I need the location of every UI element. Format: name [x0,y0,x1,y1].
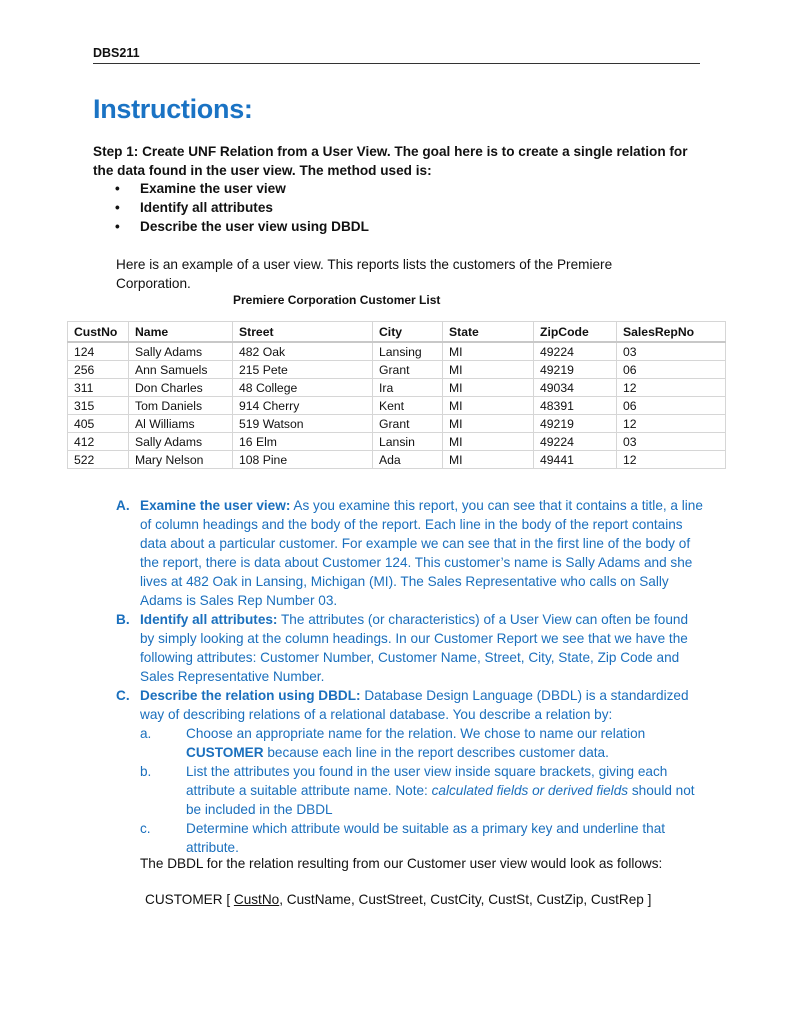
table-cell: 03 [617,433,726,451]
sub-marker: a. [140,726,152,741]
table-cell: 49034 [534,379,617,397]
table-row [68,361,726,379]
table-header-row [68,322,726,343]
sub-marker: c. [140,821,151,836]
table-cell: 412 [68,433,129,451]
table-cell: 124 [68,342,129,361]
table-cell: 482 Oak [233,342,373,361]
column-header: SalesRepNo [617,322,726,343]
table-cell: 12 [617,415,726,433]
sub-text: Determine which attribute would be suitable as a primary key and underline that attribute. [186,821,666,855]
sub-item-b [116,762,706,819]
section-body: The attributes (or characteristics) of a User View can often be found by simply looking at the column headings. In our Customer Report we see that we have the following attributes: Customer Number, Customer Name, Street, City, State, Zip Code and Sales Representative Number. [140,612,689,684]
sub-marker: b. [140,764,152,779]
table-cell: 49219 [534,361,617,379]
dbdl-statement [145,892,651,907]
table-cell: 49224 [534,342,617,361]
table-row [68,451,726,469]
section-heading: Identify all attributes: [140,612,278,627]
column-header: Street [233,322,373,343]
table-cell: 311 [68,379,129,397]
table-cell: 48391 [534,397,617,415]
table-cell: MI [443,397,534,415]
table-cell: 215 Pete [233,361,373,379]
table-row [68,433,726,451]
table-body [68,342,726,469]
emphasis-text: calculated fields or derived fields [431,783,629,798]
sub-text: should not be included in the DBDL [186,783,695,817]
table-caption: Premiere Corporation Customer List [233,293,441,307]
table-cell: Tom Daniels [129,397,233,415]
table-row [68,415,726,433]
section-body: As you examine this report, you can see that it contains a title, a line of column headings and the body of the report. Each line in the body of the report contains data about a particular customer. For example we can see that in the first line of the body of the report, there is data about Customer 124. This customer’s name is Sally Adams and she lives at 482 Oak in Lansing, Michigan (MI). The Sales Representative who calls on Sally Adams is Sales Rep Number 03. [140,498,703,608]
table-cell: 914 Cherry [233,397,373,415]
section-a [116,496,706,610]
section-heading: Examine the user view: [140,498,291,513]
bullet-item: • Identify all attributes [93,198,369,217]
table-cell: Don Charles [129,379,233,397]
table-cell: Ann Samuels [129,361,233,379]
table-cell: 522 [68,451,129,469]
table-cell: Kent [373,397,443,415]
dbdl-prefix: CUSTOMER [ [145,892,234,907]
table-cell: 256 [68,361,129,379]
table-cell: MI [443,415,534,433]
course-code: DBS211 [93,46,140,60]
column-header: State [443,322,534,343]
column-header: City [373,322,443,343]
table-cell: 405 [68,415,129,433]
table-cell: 519 Watson [233,415,373,433]
table-row [68,379,726,397]
intro-paragraph: Here is an example of a user view. This reports lists the customers of the Premiere Corporation. [116,257,613,291]
table-cell: 49441 [534,451,617,469]
table-cell: 12 [617,379,726,397]
relation-name: CUSTOMER [186,745,264,760]
closing-paragraph: The DBDL for the relation resulting from our Customer user view would look as follows: [140,856,663,871]
table-cell: 108 Pine [233,451,373,469]
table-cell: 49219 [534,415,617,433]
table-cell: 06 [617,397,726,415]
table-cell: Mary Nelson [129,451,233,469]
bullet-item: • Describe the user view using DBDL [93,217,369,236]
table-cell: 48 College [233,379,373,397]
sub-text: List the attributes you found in the user view inside square brackets, giving each attribute a suitable attribute name. Note: [186,764,668,798]
table-cell: 315 [68,397,129,415]
sub-item-a [116,724,706,762]
table-cell: MI [443,342,534,361]
section-marker: A. [116,498,130,513]
table-row [68,397,726,415]
table-cell: Grant [373,361,443,379]
table-cell: MI [443,451,534,469]
bullet-item: • Examine the user view [93,179,369,198]
section-heading: Describe the relation using DBDL: [140,688,361,703]
table-row [68,342,726,361]
sub-text: because each line in the report describes customer data. [263,745,609,760]
table-cell: 03 [617,342,726,361]
table-cell: Lansing [373,342,443,361]
column-header: Name [129,322,233,343]
table-cell: 12 [617,451,726,469]
page-header [93,46,700,64]
dbdl-attributes: , CustName, CustStreet, CustCity, CustSt, CustZip, CustRep ] [279,892,652,907]
step-1-bullets [93,179,369,236]
column-header: CustNo [68,322,129,343]
table-cell: MI [443,379,534,397]
column-header: ZipCode [534,322,617,343]
table-cell: Al Williams [129,415,233,433]
table-cell: Grant [373,415,443,433]
table-cell: MI [443,361,534,379]
instruction-list [116,496,706,857]
section-marker: C. [116,688,130,703]
table-cell: 16 Elm [233,433,373,451]
table-cell: 49224 [534,433,617,451]
section-c [116,686,706,724]
primary-key: CustNo [233,892,280,907]
table-cell: Sally Adams [129,433,233,451]
table-cell: MI [443,433,534,451]
section-body: Database Design Language (DBDL) is a standardized way of describing relations of a relational database. You describe a relation by: [140,688,689,722]
table-cell: Sally Adams [129,342,233,361]
table-cell: Ada [373,451,443,469]
table-cell: Lansin [373,433,443,451]
table-cell: 06 [617,361,726,379]
sub-item-c [116,819,706,857]
section-marker: B. [116,612,130,627]
table-cell: Ira [373,379,443,397]
customer-table [67,321,726,469]
section-b [116,610,706,686]
sub-text: Choose an appropriate name for the relation. We chose to name our relation [186,726,646,741]
step-1-text: Step 1: Create UNF Relation from a User View. The goal here is to create a single relation for the data found in the user view. The method used is: [93,144,688,178]
page-title: Instructions: [93,94,253,124]
